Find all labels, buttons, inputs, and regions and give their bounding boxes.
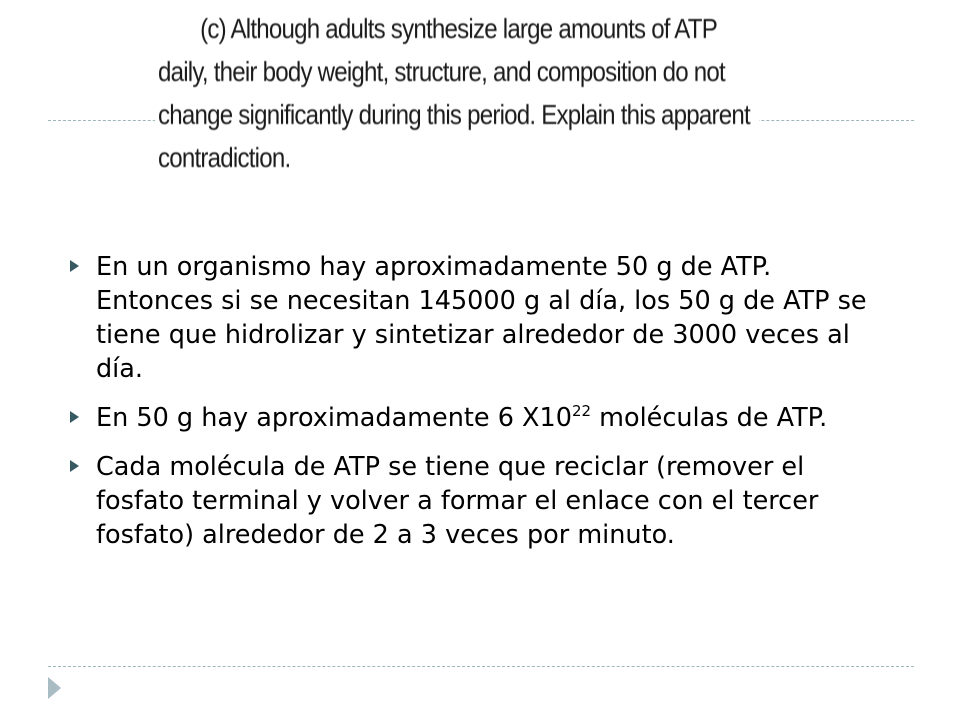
- corner-triangle-icon: [48, 677, 61, 699]
- scanned-question-line: change significantly during this period. Explain this apparent: [158, 99, 750, 130]
- bullet-item-molecule-count: [70, 401, 890, 435]
- bullet-list: [70, 250, 890, 567]
- bottom-divider-line: [48, 666, 914, 667]
- bullet-item-recycling-rate: [70, 450, 890, 552]
- exponent-superscript: 22: [571, 402, 592, 420]
- scanned-question-line: (c) Although adults synthesize large amounts of ATP: [200, 13, 718, 44]
- scanned-question-line: daily, their body weight, structure, and composition do not: [158, 56, 725, 87]
- scanned-question-line: contradiction.: [158, 142, 291, 173]
- scanned-question-text: [158, 8, 750, 180]
- triangle-bullet-icon: [70, 411, 79, 423]
- bullet-text-before: En 50 g hay aproximadamente 6 X10: [96, 403, 572, 433]
- triangle-bullet-icon: [70, 460, 79, 472]
- triangle-bullet-icon: [70, 260, 79, 272]
- bullet-text-after: moléculas de ATP.: [591, 403, 828, 433]
- scanned-question-image: [155, 8, 759, 193]
- bullet-text: Cada molécula de ATP se tiene que reciclar (remover el fosfato terminal y volver a formar el enlace con el tercer fosfato) alrededor de 2 a 3 veces por minuto.: [96, 452, 819, 550]
- bullet-text: En un organismo hay aproximadamente 50 g de ATP. Entonces si se necesitan 145000 g al día, los 50 g de ATP se tiene que hidrolizar y sintetizar alrededor de 3000 veces al día.: [96, 252, 867, 384]
- bullet-item-atp-amount: [70, 250, 890, 386]
